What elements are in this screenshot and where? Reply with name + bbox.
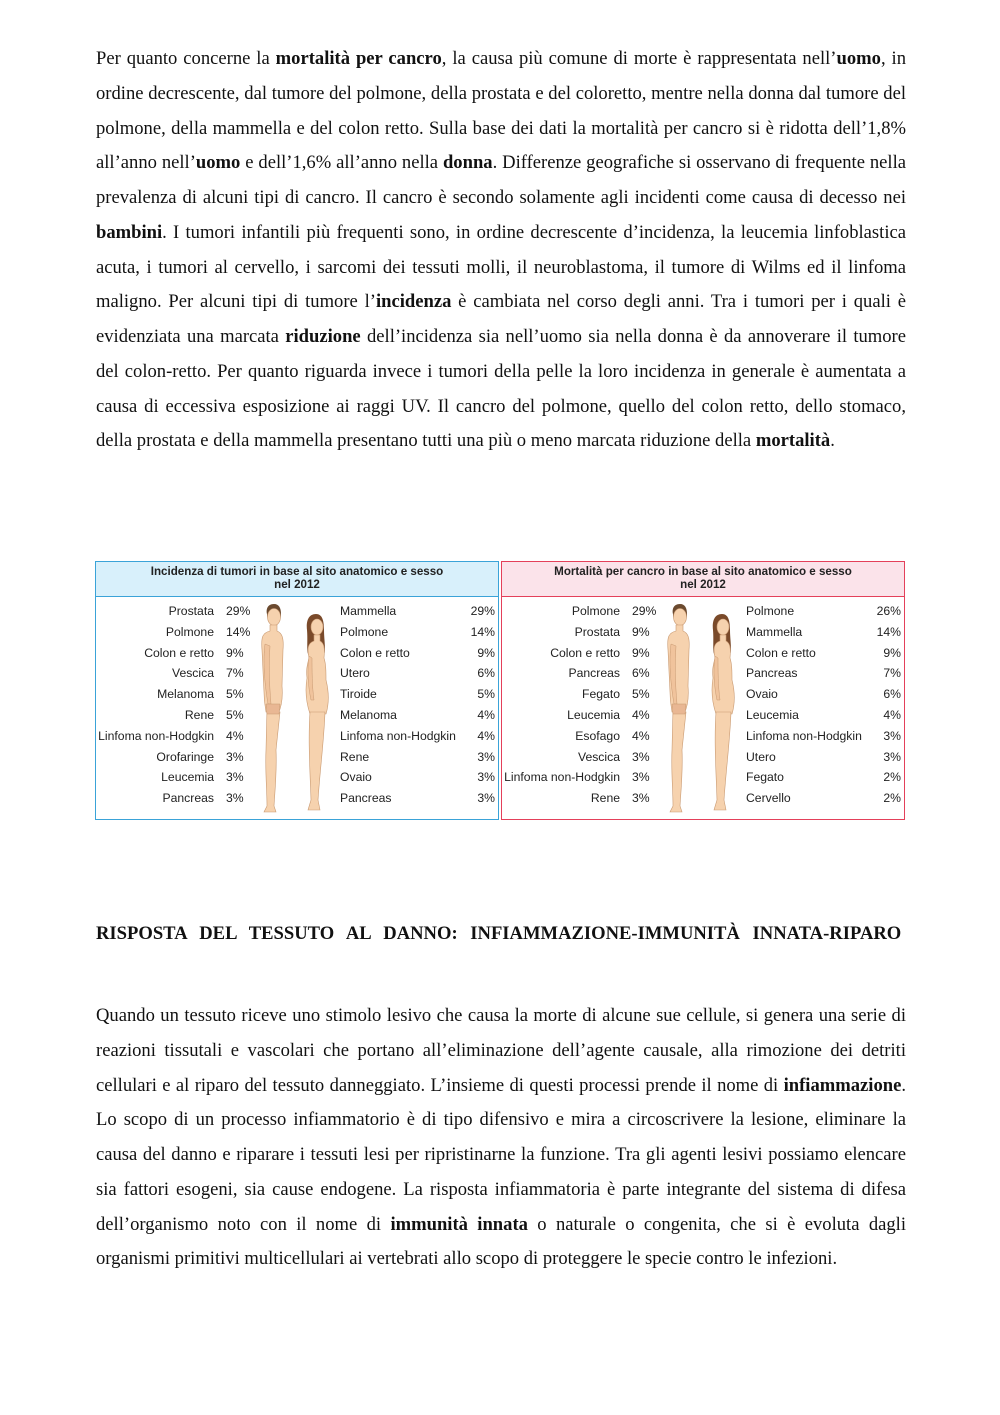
cancer-site-label: Rene xyxy=(340,749,370,764)
cancer-site-percentage: 3% xyxy=(477,749,495,764)
cancer-site-percentage: 7% xyxy=(883,666,901,681)
text-run: dell’incidenza sia nell’uomo sia nella donna è da annoverare il tumore del colon-retto. Per quanto riguarda invece i tumori della pelle la loro incidenza in generale è aumentata a causa di eccessiva esposizione ai raggi UV. Il cancro del polmone, quello del colon retto, dello stomaco, della prostata e della mammella presentano tutti una più o meno marcata riduzione della xyxy=(96,326,907,452)
text-run: , in ordine decrescente, dal tumore del polmone, della prostata e del coloretto, mentre nella donna dal tumore del polmone, della mammella e del colon retto. Sulla base dei dati la mortalità per cancro si è ridotta dell’1,8% all’anno nell’ xyxy=(96,48,906,174)
cancer-site-label: Cervello xyxy=(746,791,791,806)
cancer-site-percentage: 3% xyxy=(632,791,650,806)
female-head xyxy=(717,619,729,635)
cancer-site-percentage: 2% xyxy=(883,791,901,806)
cancer-site-percentage: 14% xyxy=(470,624,495,639)
cancer-site-percentage: 3% xyxy=(883,749,901,764)
female-legs xyxy=(714,712,731,810)
bold-term: uomo xyxy=(836,48,881,69)
incidence-table-panel xyxy=(95,561,499,820)
cancer-site-percentage: 3% xyxy=(477,770,495,785)
cancer-site-percentage: 3% xyxy=(632,770,650,785)
incidence-title-line1: Incidenza di tumori in base al sito anatomico e sesso xyxy=(150,565,444,578)
text-run: Per quanto concerne la xyxy=(96,48,276,69)
cancer-site-percentage: 6% xyxy=(632,666,650,681)
mortality-body-figures xyxy=(660,600,752,818)
cancer-site-label: Prostata xyxy=(574,624,620,639)
cancer-site-percentage: 4% xyxy=(477,708,495,722)
cancer-site-label: Pancreas xyxy=(340,791,392,806)
text-run: . Differenze geografiche si osservano di frequente nella prevalenza di alcuni tipi di cancro. Il cancro è secondo solamente agli incidenti come causa di decesso nei xyxy=(96,152,906,208)
cancer-site-label: Rene xyxy=(184,708,214,722)
incidence-body-figures xyxy=(254,600,346,818)
cancer-site-percentage: 3% xyxy=(226,749,244,764)
mortality-title-line2: nel 2012 xyxy=(680,578,726,591)
paragraph-inflammation xyxy=(96,999,906,1277)
cancer-site-label: Prostata xyxy=(168,604,214,618)
bold-term: incidenza xyxy=(375,291,452,313)
cancer-site-percentage: 9% xyxy=(226,645,244,660)
text-run: è cambiata nel corso degli anni. Tra i tumori per i quali è evidenziata una marcata xyxy=(96,291,906,347)
cancer-site-percentage: 5% xyxy=(226,687,244,702)
cancer-site-label: Pancreas xyxy=(162,791,214,806)
cancer-site-percentage: 9% xyxy=(477,645,495,660)
cancer-site-percentage: 9% xyxy=(632,624,650,639)
bold-term: mortalità per cancro xyxy=(275,48,442,69)
cancer-site-label: Leucemia xyxy=(567,708,620,722)
cancer-site-percentage: 29% xyxy=(226,604,251,618)
cancer-site-percentage: 26% xyxy=(876,604,901,618)
cancer-site-label: Utero xyxy=(746,749,776,764)
cancer-site-label: Ovaio xyxy=(746,687,778,702)
mortality-table-title xyxy=(502,562,904,597)
text-run: , la causa più comune di morte è rappresentata nell’ xyxy=(441,48,837,69)
cancer-site-percentage: 4% xyxy=(883,708,901,722)
cancer-site-label: Melanoma xyxy=(157,687,214,702)
cancer-site-percentage: 9% xyxy=(883,645,901,660)
cancer-site-percentage: 14% xyxy=(226,624,251,639)
male-legs xyxy=(670,708,686,812)
cancer-site-label: Polmone xyxy=(746,604,795,618)
cancer-site-label: Ovaio xyxy=(340,770,372,785)
cancer-site-percentage: 4% xyxy=(632,728,650,743)
cancer-site-label: Colon e retto xyxy=(340,645,410,660)
bold-term: infiammazione xyxy=(783,1074,902,1096)
cancer-site-percentage: 3% xyxy=(226,791,244,806)
cancer-site-label: Orofaringe xyxy=(156,749,214,764)
cancer-site-label: Vescica xyxy=(577,749,620,764)
text-run: . Lo scopo di un processo infiammatorio è di tipo difensivo e mira a circoscrivere la lesione, eliminare la causa del danno e riparare i tessuti lesi per ripristinarne la funzione. Tra gli agenti lesivi possiamo elencare sia fattori esogeni, sia cause endogene. La risposta infiammatoria è parte integrante del sistema di difesa dell’organismo noto con il nome di xyxy=(96,1074,906,1235)
male-hip xyxy=(672,704,686,714)
cancer-site-percentage: 3% xyxy=(477,791,495,806)
cancer-site-percentage: 5% xyxy=(632,687,650,702)
cancer-site-percentage: 6% xyxy=(477,666,495,681)
cancer-site-percentage: 4% xyxy=(477,728,495,743)
cancer-site-label: Fegato xyxy=(746,770,784,785)
cancer-site-percentage: 29% xyxy=(632,604,657,618)
cancer-site-label: Tiroide xyxy=(340,687,377,702)
text-run: Quando un tessuto riceve uno stimolo lesivo che causa la morte di alcune sue cellule, si genera una serie di reazioni tissutali e vascolari che portano all’eliminazione dell’agente causale, alla rimozione dei detriti cellulari e al riparo del tessuto danneggiato. L’insieme di questi processi prende il nome di xyxy=(96,1005,906,1096)
cancer-site-label: Linfoma non-Hodgkin xyxy=(504,770,620,785)
cancer-site-label: Colon e retto xyxy=(550,645,620,660)
male-head xyxy=(674,609,687,626)
cancer-site-label: Fegato xyxy=(582,687,620,702)
cancer-site-label: Mammella xyxy=(746,624,803,639)
bold-term: riduzione xyxy=(285,326,361,347)
text-run: . xyxy=(830,430,835,452)
cancer-site-percentage: 3% xyxy=(226,770,244,785)
cancer-site-label: Polmone xyxy=(571,604,620,618)
cancer-site-label: Linfoma non-Hodgkin xyxy=(746,728,862,743)
cancer-site-label: Vescica xyxy=(171,666,214,681)
incidence-title-line2: nel 2012 xyxy=(274,578,320,591)
male-head xyxy=(268,609,281,626)
bold-term: donna xyxy=(442,152,493,174)
mortality-title-line1: Mortalità per cancro in base al sito anatomico e sesso xyxy=(554,565,852,578)
cancer-site-label: Mammella xyxy=(340,604,397,618)
female-head xyxy=(311,619,323,635)
cancer-site-percentage: 3% xyxy=(883,728,901,743)
female-legs xyxy=(308,712,325,810)
bold-term: uomo xyxy=(195,152,241,174)
male-hip xyxy=(266,704,280,714)
cancer-site-percentage: 4% xyxy=(226,728,244,743)
cancer-site-label: Colon e retto xyxy=(144,645,214,660)
mortality-table-panel xyxy=(501,561,905,820)
cancer-site-label: Linfoma non-Hodgkin xyxy=(98,728,214,743)
cancer-site-percentage: 6% xyxy=(883,687,901,702)
cancer-site-percentage: 5% xyxy=(226,708,244,722)
cancer-site-percentage: 5% xyxy=(477,687,495,702)
cancer-site-label: Polmone xyxy=(165,624,214,639)
paragraph-cancer-mortality xyxy=(96,42,906,459)
text-run: o naturale o congenita, che si è evoluta dagli organismi primitivi multicellulari ai vertebrati allo scopo di proteggere le specie contro le infezioni. xyxy=(96,1213,906,1270)
cancer-site-label: Polmone xyxy=(340,624,389,639)
cancer-site-label: Colon e retto xyxy=(746,645,816,660)
cancer-site-label: Utero xyxy=(340,666,370,681)
cancer-site-label: Leucemia xyxy=(746,708,799,722)
cancer-site-label: Rene xyxy=(590,791,620,806)
bold-term: immunità innata xyxy=(390,1213,528,1235)
cancer-site-label: Esofago xyxy=(575,728,620,743)
text-run: . I tumori infantili più frequenti sono, in ordine decrescente d’incidenza, la leucemia linfoblastica acuta, i tumori al cervello, i sarcomi dei tessuti molli, il neuroblastoma, il tumore di Wilms ed il linfoma maligno. Per alcuni tipi di tumore l’ xyxy=(96,221,906,313)
cancer-site-percentage: 4% xyxy=(632,708,650,722)
section-heading: RISPOSTA DEL TESSUTO AL DANNO: INFIAMMAZIONE-IMMUNITÀ INNATA-RIPARO xyxy=(96,923,902,944)
cancer-site-percentage: 2% xyxy=(883,770,901,785)
cancer-site-percentage: 14% xyxy=(876,624,901,639)
cancer-site-percentage: 29% xyxy=(470,604,495,618)
cancer-site-label: Linfoma non-Hodgkin xyxy=(340,728,456,743)
cancer-site-percentage: 7% xyxy=(226,666,244,681)
text-run: e dell’1,6% all’anno nella xyxy=(240,152,443,174)
cancer-site-label: Melanoma xyxy=(340,708,397,722)
cancer-site-label: Pancreas xyxy=(568,666,620,681)
cancer-site-label: Pancreas xyxy=(746,666,798,681)
male-legs xyxy=(264,708,280,812)
cancer-site-percentage: 3% xyxy=(632,749,650,764)
cancer-site-label: Leucemia xyxy=(161,770,214,785)
bold-term: mortalità xyxy=(755,430,831,452)
cancer-site-percentage: 9% xyxy=(632,645,650,660)
bold-term: bambini xyxy=(96,221,163,243)
incidence-table-title xyxy=(96,562,498,597)
